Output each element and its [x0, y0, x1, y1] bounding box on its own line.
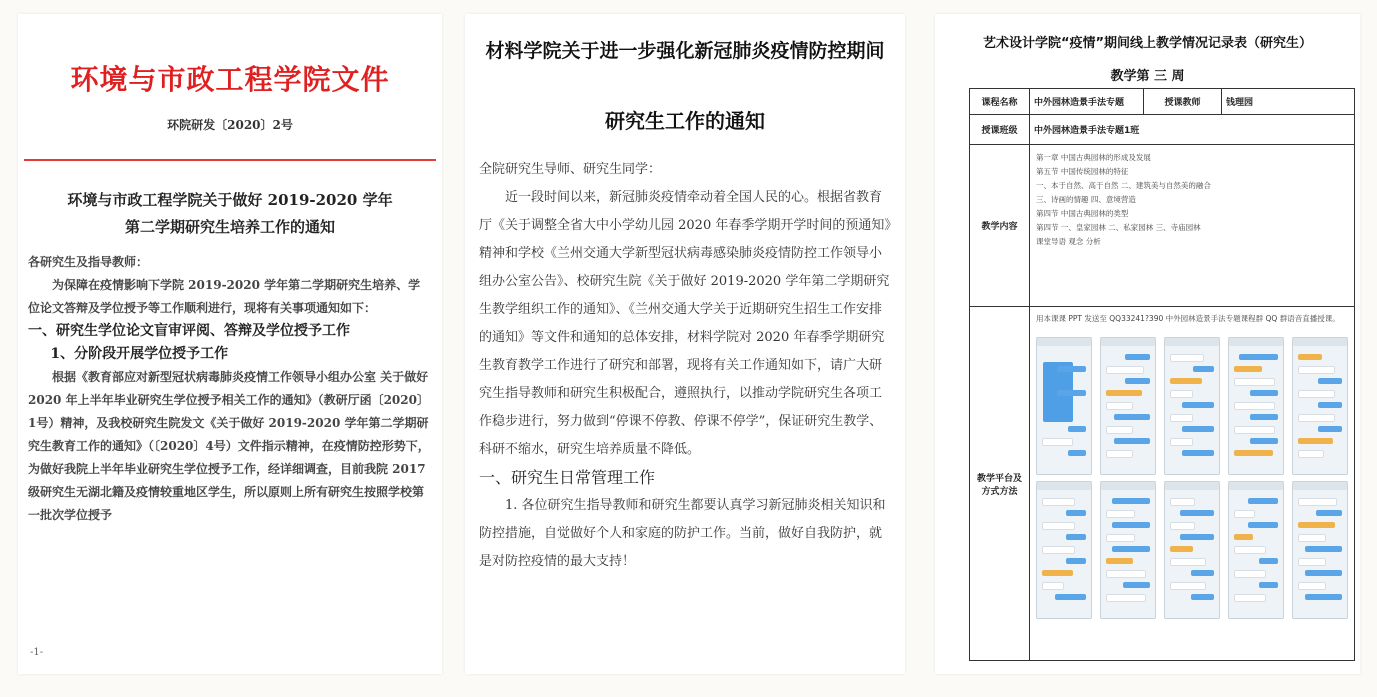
chat-screenshot-image	[1164, 337, 1220, 475]
chat-screenshot-image	[1292, 481, 1348, 619]
course-label: 课程名称	[970, 89, 1030, 114]
table-row	[970, 89, 1354, 115]
table-row	[970, 145, 1354, 307]
content-label: 教学内容	[970, 145, 1030, 306]
class-value: 中外园林造景手法专题1班	[1034, 126, 1140, 136]
chat-screenshot-image	[1164, 481, 1220, 619]
chat-screenshot-image	[1036, 337, 1092, 475]
subsection-heading: 1、分阶段开展学位授予工作	[50, 346, 229, 362]
chat-screenshot-image	[1100, 337, 1156, 475]
content-line: 第四节 中国古典园林的类型	[1036, 209, 1129, 218]
section-heading: 一、研究生日常管理工作	[479, 468, 656, 487]
content-line: 三、诗画的情趣 四、意境营造	[1036, 195, 1136, 204]
title-line-2: 第二学期研究生培养工作的通知	[124, 218, 335, 236]
content-line: 第四节 一、皇家园林 二、私家园林 三、寺庙园林	[1036, 223, 1201, 232]
paragraph-2: 1. 各位研究生指导教师和研究生都要认真学习新冠肺炎相关知识和防控措施，自觉做好个人和家庭的防护工作。当前，做好自我防护，就是对防控疫情的最大支持！	[479, 498, 886, 569]
document-title-line-2: 研究生工作的通知	[605, 109, 765, 133]
teacher-value: 钱理园	[1226, 98, 1254, 108]
document-title-line-1: 材料学院关于进一步强化新冠肺炎疫情防控期间	[485, 40, 885, 62]
chat-screenshot-image	[1036, 481, 1092, 619]
record-table	[969, 88, 1355, 661]
content-line: 第一章 中国古典园林的形成及发展	[1036, 153, 1151, 162]
salutation: 各研究生及指导教师：	[28, 255, 149, 269]
record-title: 艺术设计学院“疫情”期间线上教学情况记录表（研究生）	[982, 36, 1313, 51]
content-line: 第五节 中国传统园林的特征	[1036, 167, 1129, 176]
section-heading: 一、研究生学位论文盲审评阅、答辩及学位授予工作	[28, 323, 350, 339]
document-number: 环院研发〔2020〕2号	[167, 118, 293, 132]
paragraph-2: 根据《教育部应对新型冠状病毒肺炎疫情工作领导小组办公室 关于做好 2020 年上半年毕业研究生学位授予相关工作的通知》（教研厅函〔2020〕1号）精神，及我校研究生院发文《关于做好 2019-2020 学年第二学期研究生教育工作的通知》（〔2020〕4号）文件指示精神，在疫情防控形势下，为做好我院上半年毕业研究生学位授予工作，经详细调查，目前我院 2017 级研究生无湖北籍及疫情较重地区学生，所以原则上所有研究生按照学校第一批次学位授予	[28, 370, 430, 522]
document-cailiao	[465, 14, 905, 674]
content-line: 课堂导语 观念 分析	[1036, 237, 1101, 246]
document-title	[18, 187, 442, 241]
document-header: 环境与市政工程学院文件	[70, 63, 390, 96]
chat-screenshot-image	[1100, 481, 1156, 619]
table-row	[970, 115, 1354, 145]
table-row	[970, 307, 1354, 660]
document-body	[479, 156, 893, 576]
platform-label: 教学平台及方式方法	[970, 307, 1030, 660]
salutation: 全院研究生导师、研究生同学：	[479, 162, 662, 177]
paragraph-1: 近一段时间以来，新冠肺炎疫情牵动着全国人民的心。根据省教育厅《关于调整全省大中小学幼儿园 2020 年春季学期开学时间的预通知》精神和学校《兰州交通大学新型冠状病毒感染肺炎疫情防控工作领导小组办公室公告》、校研究生院《关于做好 2019-2020 学年第二学期研究生教学组织工作的通知》、《兰州交通大学关于近期研究生招生工作安排的通知》等文件和通知的总体安排，材料学院对 2020 年春季学期研究生教育教学工作进行了研究和部署，现将有关工作通知如下，请广大研究生指导教师和研究生积极配合，遵照执行，以推动学院研究生各项工作稳步进行，努力做到“停课不停教、停课不停学”，保证研究生教学、科研不缩水，研究生培养质量不降低。	[479, 190, 891, 457]
record-week: 教学第 三 周	[1110, 69, 1185, 84]
document-yishu-record	[935, 14, 1360, 674]
paragraph-1: 为保障在疫情影响下学院 2019-2020 学年第二学期研究生培养、学位论文答辩及学位授予等工作顺利进行，现将有关事项通知如下：	[28, 278, 421, 315]
platform-description: 用本课课 PPT 发送至 QQ33241?390 中外园林造景手法专题课程群 QQ 群语音直播授课。	[1036, 314, 1340, 323]
chat-screenshot-grid	[1036, 337, 1348, 619]
chat-screenshot-image	[1228, 337, 1284, 475]
course-value: 中外园林造景手法专题	[1030, 89, 1144, 114]
document-huanjing	[18, 14, 442, 674]
screenshots-area	[1030, 307, 1354, 660]
document-body	[28, 251, 432, 527]
page-number: -1-	[30, 647, 44, 658]
teacher-label: 授课教师	[1144, 89, 1222, 114]
chat-screenshot-image	[1228, 481, 1284, 619]
content-line: 一、本于自然、高于自然 二、建筑美与自然美的融合	[1036, 181, 1211, 190]
chat-screenshot-image	[1292, 337, 1348, 475]
class-label: 授课班级	[970, 115, 1030, 144]
title-line-1: 环境与市政工程学院关于做好 2019-2020 学年	[67, 191, 393, 209]
red-divider	[24, 159, 436, 161]
content-lines	[1030, 145, 1354, 306]
